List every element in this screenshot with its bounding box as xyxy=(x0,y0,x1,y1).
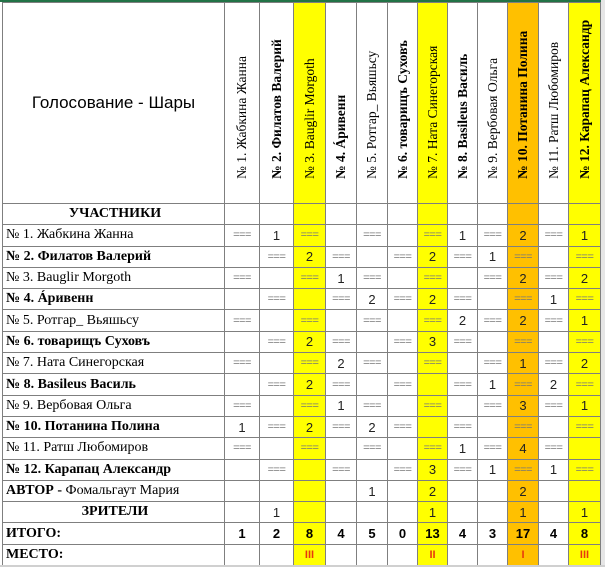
vote-cell[interactable] xyxy=(478,544,508,565)
participant-name[interactable]: № 6. товарищъ Суховъ xyxy=(3,331,225,352)
vote-cell[interactable] xyxy=(448,267,478,288)
participant-row xyxy=(3,225,601,246)
vote-cell[interactable] xyxy=(260,544,294,565)
column-header-12[interactable] xyxy=(569,3,601,204)
vote-cell[interactable] xyxy=(539,480,569,501)
vote-cell[interactable]: 2 xyxy=(569,353,601,374)
vote-cell[interactable]: 4 xyxy=(539,523,569,544)
vote-cell[interactable]: === xyxy=(539,353,569,374)
vote-cell[interactable] xyxy=(508,204,539,225)
viewers-label[interactable]: ЗРИТЕЛИ xyxy=(3,502,225,523)
vote-cell[interactable]: === xyxy=(508,246,539,267)
vote-cell[interactable] xyxy=(388,480,418,501)
vote-cell[interactable] xyxy=(326,204,357,225)
vote-cell[interactable]: 8 xyxy=(294,523,326,544)
vote-cell[interactable] xyxy=(294,480,326,501)
participant-row xyxy=(3,416,601,437)
vote-cell[interactable] xyxy=(260,310,294,331)
vote-cell[interactable] xyxy=(448,395,478,416)
participant-row xyxy=(3,438,601,459)
vote-cell[interactable]: 1 xyxy=(326,395,357,416)
vote-cell[interactable]: === xyxy=(508,416,539,437)
place-label[interactable]: МЕСТО: xyxy=(3,544,225,565)
vote-cell[interactable]: === xyxy=(448,416,478,437)
vote-cell[interactable]: === xyxy=(418,267,448,288)
vote-cell[interactable]: 1 xyxy=(418,502,448,523)
vote-cell[interactable] xyxy=(539,246,569,267)
participant-row xyxy=(3,267,601,288)
vote-cell[interactable]: III xyxy=(294,544,326,565)
vote-cell[interactable] xyxy=(294,204,326,225)
participant-name[interactable]: № 11. Ратш Любомиров xyxy=(3,438,225,459)
vote-cell[interactable] xyxy=(326,225,357,246)
vote-cell[interactable]: 4 xyxy=(326,523,357,544)
column-header-label: № 1. Жабкина Жанна xyxy=(234,56,249,179)
author-label[interactable] xyxy=(3,480,225,501)
vote-cell[interactable]: === xyxy=(357,438,388,459)
column-header-8[interactable] xyxy=(448,3,478,204)
vote-cell[interactable]: === xyxy=(508,331,539,352)
scrollbar-edge xyxy=(601,0,605,567)
participant-name[interactable]: № 9. Вербовая Ольга xyxy=(3,395,225,416)
place-row xyxy=(3,544,601,565)
vote-cell[interactable] xyxy=(539,331,569,352)
vote-cell[interactable]: 1 xyxy=(539,289,569,310)
vote-cell[interactable]: 2 xyxy=(294,246,326,267)
column-header-label: № 7. Ната Синегорская xyxy=(424,45,440,179)
vote-cell[interactable]: === xyxy=(326,331,357,352)
column-header-label: № 10. Потанина Полина xyxy=(515,30,530,179)
vote-cell[interactable]: === xyxy=(569,459,601,480)
vote-cell[interactable] xyxy=(388,438,418,459)
participant-row xyxy=(3,459,601,480)
vote-cell[interactable] xyxy=(225,331,260,352)
vote-cell[interactable]: 2 xyxy=(326,353,357,374)
vote-cell[interactable] xyxy=(260,438,294,459)
vote-cell[interactable]: 2 xyxy=(569,267,601,288)
vote-cell[interactable] xyxy=(326,480,357,501)
vote-cell[interactable]: === xyxy=(357,310,388,331)
vote-cell[interactable] xyxy=(448,544,478,565)
vote-cell[interactable]: === xyxy=(418,353,448,374)
participant-row xyxy=(3,331,601,352)
vote-cell[interactable]: === xyxy=(294,353,326,374)
participant-row xyxy=(3,353,601,374)
vote-cell[interactable]: === xyxy=(260,246,294,267)
vote-cell[interactable] xyxy=(260,395,294,416)
vote-cell[interactable] xyxy=(357,374,388,395)
vote-cell[interactable]: 13 xyxy=(418,523,448,544)
vote-cell[interactable] xyxy=(539,502,569,523)
viewers-row xyxy=(3,502,601,523)
vote-cell[interactable]: === xyxy=(357,267,388,288)
vote-cell[interactable]: 1 xyxy=(478,459,508,480)
vote-cell[interactable] xyxy=(357,246,388,267)
vote-cell[interactable]: 1 xyxy=(569,395,601,416)
vote-cell[interactable]: === xyxy=(539,395,569,416)
vote-cell[interactable] xyxy=(225,502,260,523)
participant-name[interactable]: № 10. Потанина Полина xyxy=(3,416,225,437)
vote-cell[interactable] xyxy=(448,204,478,225)
vote-cell[interactable]: 2 xyxy=(539,374,569,395)
vote-cell[interactable] xyxy=(478,204,508,225)
column-header-3[interactable] xyxy=(294,3,326,204)
column-header-10[interactable] xyxy=(508,3,539,204)
vote-cell[interactable]: 2 xyxy=(260,523,294,544)
vote-cell[interactable] xyxy=(388,395,418,416)
vote-cell[interactable]: === xyxy=(225,395,260,416)
vote-cell[interactable]: === xyxy=(569,374,601,395)
column-header-label: № 5. Ротгар_ Вьяшьсу xyxy=(364,50,379,179)
vote-cell[interactable] xyxy=(418,374,448,395)
participant-name[interactable]: № 7. Ната Синегорская xyxy=(3,353,225,374)
vote-cell[interactable]: === xyxy=(294,438,326,459)
column-header-label: № 9. Вербовая Ольга xyxy=(484,57,500,179)
vote-cell[interactable]: === xyxy=(448,289,478,310)
vote-cell[interactable]: 4 xyxy=(448,523,478,544)
vote-cell[interactable]: === xyxy=(569,331,601,352)
author-name: Фомальгаут Мария xyxy=(65,483,180,498)
vote-cell[interactable]: 4 xyxy=(508,438,539,459)
vote-cell[interactable] xyxy=(294,289,326,310)
vote-cell[interactable]: === xyxy=(508,374,539,395)
vote-cell[interactable] xyxy=(388,353,418,374)
vote-cell[interactable] xyxy=(478,289,508,310)
vote-cell[interactable]: 2 xyxy=(294,331,326,352)
author-row xyxy=(3,480,601,501)
vote-cell[interactable] xyxy=(539,544,569,565)
totals-label[interactable]: ИТОГО: xyxy=(3,523,225,544)
vote-cell[interactable]: === xyxy=(260,416,294,437)
vote-cell[interactable]: 2 xyxy=(294,416,326,437)
vote-cell[interactable]: === xyxy=(478,267,508,288)
vote-cell[interactable]: === xyxy=(326,289,357,310)
vote-cell[interactable] xyxy=(260,480,294,501)
vote-cell[interactable]: 2 xyxy=(508,480,539,501)
vote-cell[interactable]: === xyxy=(357,225,388,246)
vote-cell[interactable]: === xyxy=(418,310,448,331)
vote-cell[interactable]: 2 xyxy=(357,416,388,437)
column-header-11[interactable] xyxy=(539,3,569,204)
participant-row xyxy=(3,289,601,310)
participant-row xyxy=(3,310,601,331)
vote-cell[interactable]: === xyxy=(539,267,569,288)
vote-cell[interactable]: 1 xyxy=(508,353,539,374)
vote-cell[interactable]: === xyxy=(539,225,569,246)
vote-cell[interactable]: 3 xyxy=(418,331,448,352)
vote-cell[interactable]: === xyxy=(260,289,294,310)
vote-cell[interactable]: 1 xyxy=(260,225,294,246)
participant-name[interactable]: № 8. Basileus Василь xyxy=(3,374,225,395)
vote-cell[interactable] xyxy=(388,267,418,288)
vote-cell[interactable]: === xyxy=(478,395,508,416)
vote-cell[interactable] xyxy=(225,246,260,267)
vote-cell[interactable]: === xyxy=(388,416,418,437)
vote-cell[interactable]: II xyxy=(418,544,448,565)
header-row xyxy=(3,3,601,204)
vote-cell[interactable]: 3 xyxy=(418,459,448,480)
vote-cell[interactable]: === xyxy=(357,395,388,416)
vote-cell[interactable]: 2 xyxy=(357,289,388,310)
vote-cell[interactable] xyxy=(448,353,478,374)
vote-cell[interactable] xyxy=(539,416,569,437)
vote-cell[interactable]: === xyxy=(478,353,508,374)
vote-cell[interactable] xyxy=(225,204,260,225)
column-header-label: № 12. Карапац Александр xyxy=(576,19,592,179)
vote-cell[interactable] xyxy=(260,204,294,225)
vote-cell[interactable] xyxy=(326,502,357,523)
vote-cell[interactable] xyxy=(357,204,388,225)
totals-row xyxy=(3,523,601,544)
vote-cell[interactable] xyxy=(478,416,508,437)
vote-cell[interactable] xyxy=(569,480,601,501)
vote-cell[interactable]: 2 xyxy=(508,225,539,246)
vote-cell[interactable] xyxy=(448,480,478,501)
vote-cell[interactable]: === xyxy=(294,225,326,246)
column-header-label: № 4. Áривенн xyxy=(333,94,348,179)
vote-cell[interactable]: === xyxy=(448,374,478,395)
vote-cell[interactable] xyxy=(388,204,418,225)
participant-row xyxy=(3,395,601,416)
vote-cell[interactable] xyxy=(326,438,357,459)
vote-cell[interactable] xyxy=(569,204,601,225)
vote-cell[interactable]: 1 xyxy=(225,523,260,544)
vote-cell[interactable] xyxy=(478,331,508,352)
vote-cell[interactable] xyxy=(225,289,260,310)
vote-cell[interactable]: === xyxy=(539,438,569,459)
vote-cell[interactable] xyxy=(539,204,569,225)
vote-cell[interactable]: === xyxy=(326,246,357,267)
vote-cell[interactable]: === xyxy=(508,459,539,480)
vote-cell[interactable] xyxy=(418,416,448,437)
vote-cell[interactable]: === xyxy=(418,225,448,246)
participant-name[interactable]: № 3. Bauglir Morgoth xyxy=(3,267,225,288)
vote-cell[interactable] xyxy=(294,502,326,523)
author-tag: АВТОР - xyxy=(6,483,66,498)
vote-cell[interactable]: === xyxy=(225,353,260,374)
table-title[interactable]: Голосование - Шары xyxy=(3,3,225,204)
vote-cell[interactable] xyxy=(388,544,418,565)
vote-cell[interactable]: === xyxy=(448,246,478,267)
vote-cell[interactable]: 2 xyxy=(448,310,478,331)
vote-cell[interactable]: === xyxy=(260,459,294,480)
vote-cell[interactable]: === xyxy=(418,395,448,416)
vote-cell[interactable] xyxy=(478,502,508,523)
vote-cell[interactable] xyxy=(357,331,388,352)
vote-cell[interactable] xyxy=(326,310,357,331)
vote-cell[interactable] xyxy=(225,544,260,565)
vote-cell[interactable]: 2 xyxy=(418,480,448,501)
vote-cell[interactable]: === xyxy=(478,438,508,459)
vote-cell[interactable]: III xyxy=(569,544,601,565)
vote-cell[interactable]: === xyxy=(294,395,326,416)
participants-header-row xyxy=(3,204,601,225)
participant-name[interactable]: № 4. Áривенн xyxy=(3,289,225,310)
vote-cell[interactable]: === xyxy=(569,289,601,310)
vote-cell[interactable]: === xyxy=(260,331,294,352)
participant-name[interactable]: № 5. Ротгар_ Вьяшьсу xyxy=(3,310,225,331)
vote-cell[interactable]: === xyxy=(294,267,326,288)
vote-cell[interactable]: 3 xyxy=(478,523,508,544)
vote-cell[interactable]: === xyxy=(388,289,418,310)
vote-cell[interactable]: 1 xyxy=(508,502,539,523)
participant-row xyxy=(3,246,601,267)
vote-cell[interactable]: 1 xyxy=(225,416,260,437)
vote-cell[interactable]: === xyxy=(478,310,508,331)
vote-cell[interactable] xyxy=(294,459,326,480)
vote-cell[interactable] xyxy=(357,459,388,480)
vote-cell[interactable]: 1 xyxy=(448,225,478,246)
participants-header[interactable]: УЧАСТНИКИ xyxy=(3,204,225,225)
vote-cell[interactable]: === xyxy=(388,459,418,480)
vote-cell[interactable]: === xyxy=(448,331,478,352)
vote-cell[interactable]: === xyxy=(225,225,260,246)
vote-cell[interactable]: === xyxy=(418,438,448,459)
participant-name[interactable]: № 12. Карапац Александр xyxy=(3,459,225,480)
vote-cell[interactable]: 1 xyxy=(326,267,357,288)
column-header-label: № 6. товарищъ Суховъ xyxy=(394,40,410,179)
vote-cell[interactable]: === xyxy=(225,310,260,331)
vote-cell[interactable] xyxy=(388,225,418,246)
column-header-label: № 8. Basileus Василь xyxy=(454,53,470,179)
vote-cell[interactable] xyxy=(418,204,448,225)
vote-cell[interactable]: 2 xyxy=(508,267,539,288)
vote-cell[interactable]: 1 xyxy=(357,480,388,501)
vote-cell[interactable] xyxy=(225,480,260,501)
vote-cell[interactable]: 5 xyxy=(357,523,388,544)
vote-cell[interactable]: 2 xyxy=(508,310,539,331)
vote-cell[interactable]: 2 xyxy=(294,374,326,395)
vote-cell[interactable]: 8 xyxy=(569,523,601,544)
vote-cell[interactable]: === xyxy=(569,416,601,437)
vote-cell[interactable]: 1 xyxy=(569,310,601,331)
participant-row xyxy=(3,374,601,395)
vote-cell[interactable]: 1 xyxy=(448,438,478,459)
participant-name[interactable]: № 1. Жабкина Жанна xyxy=(3,225,225,246)
vote-cell[interactable]: === xyxy=(294,310,326,331)
column-header-label: № 3. Bauglir Morgoth xyxy=(301,58,317,179)
vote-cell[interactable]: === xyxy=(357,353,388,374)
vote-cell[interactable]: === xyxy=(388,374,418,395)
vote-cell[interactable]: I xyxy=(508,544,539,565)
vote-cell[interactable]: === xyxy=(260,374,294,395)
vote-cell[interactable] xyxy=(388,310,418,331)
column-header-5[interactable] xyxy=(357,3,388,204)
vote-cell[interactable]: 3 xyxy=(508,395,539,416)
vote-cell[interactable]: === xyxy=(478,225,508,246)
vote-cell[interactable]: === xyxy=(569,246,601,267)
vote-cell[interactable]: === xyxy=(508,289,539,310)
participant-name[interactable]: № 2. Филатов Валерий xyxy=(3,246,225,267)
vote-cell[interactable]: === xyxy=(326,416,357,437)
vote-cell[interactable] xyxy=(357,544,388,565)
voting-table xyxy=(2,2,601,566)
vote-cell[interactable] xyxy=(260,353,294,374)
vote-cell[interactable]: 1 xyxy=(539,459,569,480)
vote-cell[interactable]: === xyxy=(225,267,260,288)
vote-cell[interactable]: 1 xyxy=(569,225,601,246)
vote-cell[interactable]: 1 xyxy=(260,502,294,523)
vote-cell[interactable]: 2 xyxy=(418,246,448,267)
vote-cell[interactable] xyxy=(260,267,294,288)
column-header-label: № 11. Ратш Любомиров xyxy=(545,41,561,179)
vote-cell[interactable]: === xyxy=(388,331,418,352)
vote-cell[interactable]: === xyxy=(539,310,569,331)
column-header-9[interactable] xyxy=(478,3,508,204)
vote-cell[interactable]: 1 xyxy=(478,246,508,267)
vote-cell[interactable] xyxy=(326,544,357,565)
column-header-2[interactable] xyxy=(260,3,294,204)
column-header-label: № 2. Филатов Валерий xyxy=(268,39,284,179)
vote-cell[interactable] xyxy=(225,459,260,480)
vote-cell[interactable]: === xyxy=(225,438,260,459)
vote-cell[interactable] xyxy=(448,502,478,523)
column-header-7[interactable] xyxy=(418,3,448,204)
vote-cell[interactable]: 0 xyxy=(388,523,418,544)
vote-cell[interactable]: === xyxy=(326,374,357,395)
vote-cell[interactable] xyxy=(478,480,508,501)
column-header-4[interactable] xyxy=(326,3,357,204)
vote-cell[interactable]: 1 xyxy=(478,374,508,395)
vote-cell[interactable]: 1 xyxy=(569,502,601,523)
vote-cell[interactable] xyxy=(357,502,388,523)
vote-cell[interactable]: 17 xyxy=(508,523,539,544)
vote-cell[interactable]: 2 xyxy=(418,289,448,310)
column-header-6[interactable] xyxy=(388,3,418,204)
vote-cell[interactable]: === xyxy=(326,459,357,480)
vote-cell[interactable]: === xyxy=(388,246,418,267)
vote-cell[interactable] xyxy=(569,438,601,459)
column-header-1[interactable] xyxy=(225,3,260,204)
vote-cell[interactable] xyxy=(225,374,260,395)
vote-cell[interactable] xyxy=(388,502,418,523)
vote-cell[interactable]: === xyxy=(448,459,478,480)
